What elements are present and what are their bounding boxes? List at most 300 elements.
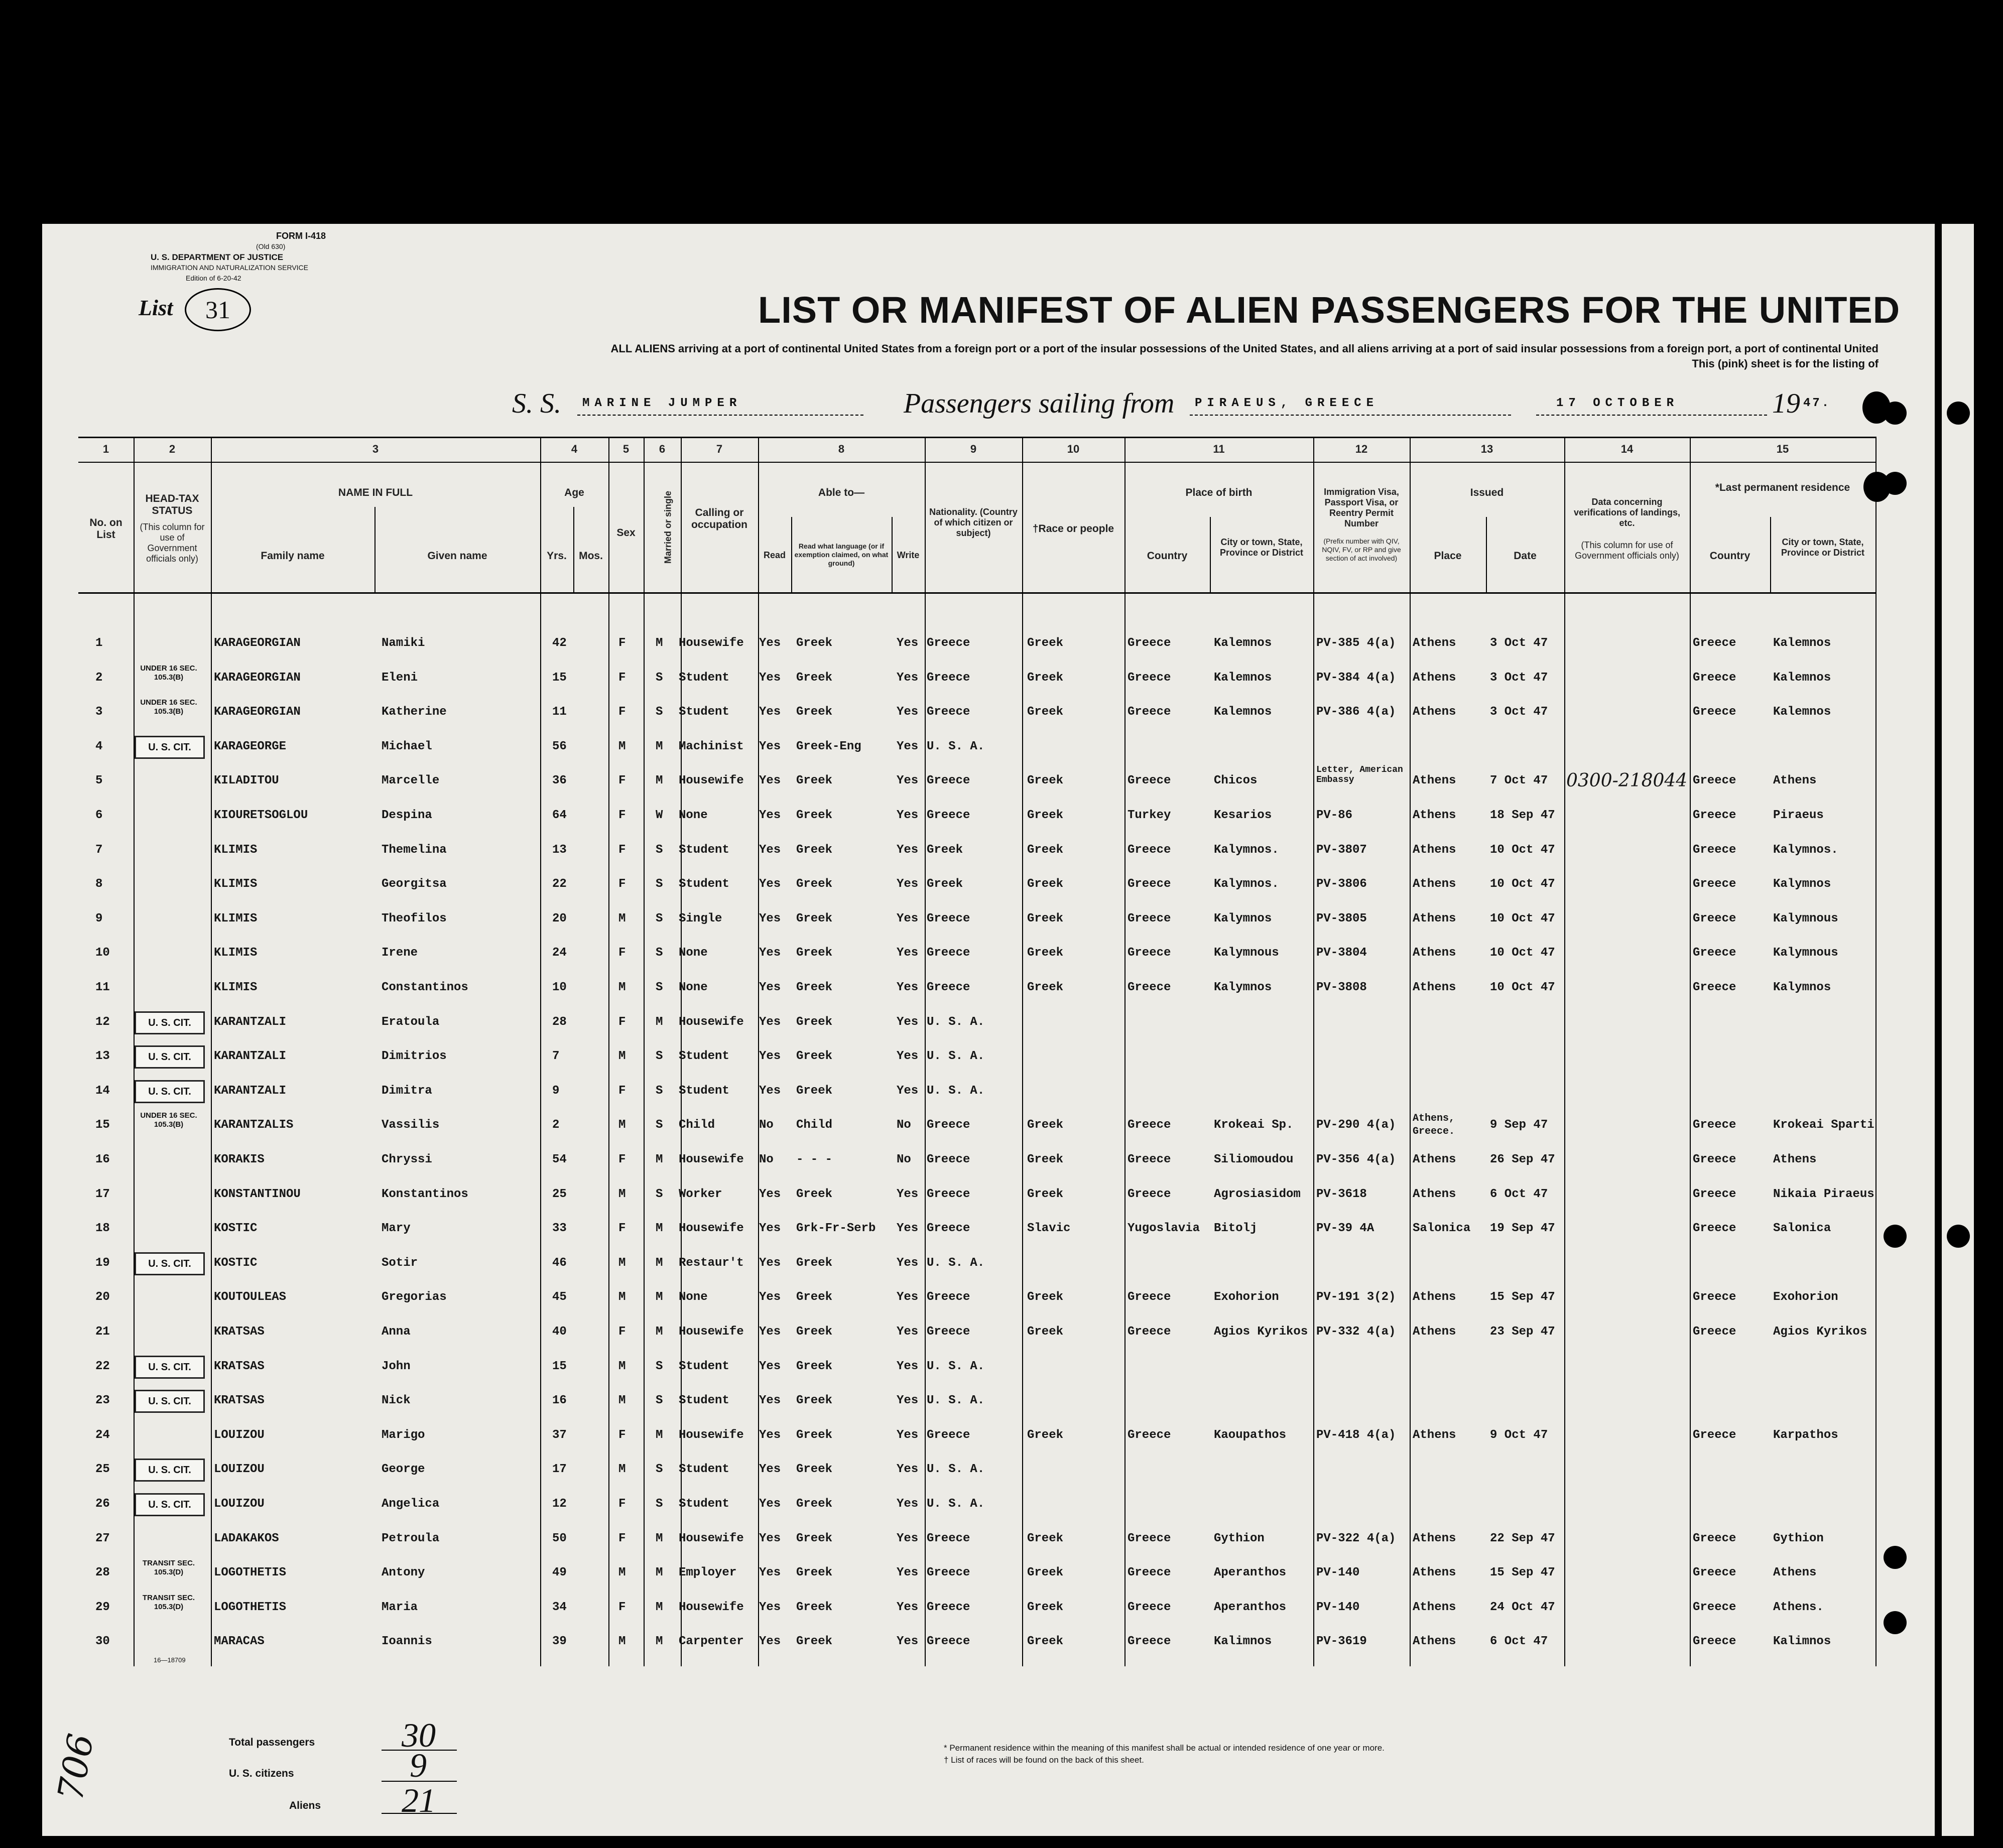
nationality: U. S. A. [927, 1015, 985, 1029]
can-read: Yes [759, 1600, 781, 1614]
can-read: Yes [759, 1566, 781, 1580]
header-calling: Calling or occupation [691, 507, 747, 531]
marital-status: M [656, 1531, 663, 1545]
occupation: Student [679, 843, 729, 857]
given-name: Mary [382, 1222, 411, 1236]
table-row [78, 936, 1875, 970]
row-number: 13 [95, 1049, 110, 1064]
age-years: 24 [552, 946, 567, 960]
head-tax-stamp: UNDER 16 SEC. 105.3(B) [140, 698, 197, 716]
can-read: Yes [759, 1084, 781, 1098]
nationality: U. S. A. [927, 1497, 985, 1511]
residence-city: Kalymnous [1773, 946, 1838, 960]
table-row [78, 1212, 1875, 1246]
table-row [78, 1315, 1875, 1349]
birth-city: Kalemnos [1214, 636, 1272, 650]
marital-status: M [656, 1635, 663, 1649]
family-name: KARAGEORGIAN [214, 705, 301, 719]
row-number: 10 [95, 946, 110, 960]
occupation: Student [679, 1359, 729, 1373]
nationality: Greece [927, 911, 970, 926]
family-name: KONSTANTINOU [214, 1187, 301, 1201]
can-read: No [759, 1118, 774, 1132]
can-read: No [759, 1153, 774, 1166]
marital-status: S [656, 1359, 663, 1373]
table-row [78, 833, 1875, 867]
given-name: Sotir [382, 1256, 418, 1270]
punch-hole [1884, 1546, 1907, 1569]
column-number: 14 [1620, 443, 1634, 455]
punch-hole [1884, 1611, 1907, 1634]
header-head-tax: HEAD-TAX STATUS [145, 493, 199, 516]
residence-city: Athens [1773, 774, 1817, 788]
can-write: Yes [897, 1531, 919, 1545]
table-row [78, 1487, 1875, 1521]
given-name: Georgitsa [382, 877, 447, 891]
given-name: Michael [382, 739, 432, 753]
row-number: 27 [95, 1531, 110, 1545]
age-years: 2 [552, 1118, 560, 1132]
can-read: Yes [759, 1497, 781, 1511]
header-landings: Data concerning verifications of landings, etc. [1573, 497, 1681, 528]
header-age-months: Mos. [579, 550, 603, 562]
read-language: Greek [796, 877, 833, 891]
occupation: Student [679, 1497, 729, 1511]
birth-city: Kaoupathos [1214, 1428, 1287, 1442]
can-read: Yes [759, 1015, 781, 1029]
column-number: 15 [1776, 443, 1789, 455]
issued-date: 6 Oct 47 [1490, 1187, 1548, 1201]
list-number: 31 [185, 288, 251, 331]
column-number: 10 [1067, 443, 1080, 455]
age-years: 16 [552, 1394, 567, 1408]
age-years: 56 [552, 739, 567, 753]
occupation: Housewife [679, 1428, 744, 1442]
given-name: Marcelle [382, 774, 440, 788]
column-number-rule [78, 462, 1875, 463]
can-write: Yes [897, 1566, 919, 1580]
age-years: 22 [552, 877, 567, 891]
issued-date: 9 Sep 47 [1490, 1118, 1548, 1132]
age-years: 28 [552, 1015, 567, 1029]
birth-country: Greece [1128, 1118, 1171, 1132]
column-number: 4 [571, 443, 578, 455]
residence-country: Greece [1693, 1118, 1736, 1132]
row-number: 30 [95, 1635, 110, 1649]
age-years: 34 [552, 1600, 567, 1614]
birth-country: Greece [1128, 1428, 1171, 1442]
residence-country: Greece [1693, 981, 1736, 994]
sex: F [618, 671, 626, 685]
race: Greek [1027, 774, 1064, 788]
birth-city: Aperanthos [1214, 1566, 1287, 1580]
issued-place: Athens [1413, 1600, 1456, 1614]
us-citizen-stamp: U. S. CIT. [135, 1011, 205, 1034]
visa-number: PV-39 4A [1316, 1222, 1374, 1236]
issued-place: Athens [1413, 1566, 1456, 1580]
sex: F [618, 774, 626, 788]
table-row [78, 1453, 1875, 1487]
sex: F [618, 1325, 626, 1339]
row-number: 12 [95, 1015, 110, 1029]
header-visa: Immigration Visa, Passport Visa, or Reentry Permit Number [1324, 487, 1399, 529]
header-issued-date: Date [1514, 550, 1537, 562]
marital-status: S [656, 671, 663, 685]
can-write: Yes [897, 809, 919, 822]
visa-number: PV-332 4(a) [1316, 1325, 1396, 1339]
nationality: Greece [927, 671, 970, 685]
visa-number: PV-290 4(a) [1316, 1118, 1396, 1132]
race: Greek [1027, 636, 1064, 650]
family-name: KIOURETSOGLOU [214, 809, 308, 822]
can-write: Yes [897, 705, 919, 719]
can-write: No [897, 1153, 911, 1166]
read-language: Greek [796, 1428, 833, 1442]
race: Greek [1027, 705, 1064, 719]
sex: F [618, 843, 626, 857]
table-row [78, 1384, 1875, 1418]
can-read: Yes [759, 1359, 781, 1373]
can-read: Yes [759, 705, 781, 719]
departure-date: 17 OCTOBER [1556, 397, 1679, 410]
birth-city: Kalymnos [1214, 911, 1272, 926]
punch-hole [1947, 402, 1970, 425]
family-name: MARACAS [214, 1635, 265, 1649]
age-years: 49 [552, 1566, 567, 1580]
can-write: Yes [897, 1359, 919, 1373]
race: Greek [1027, 809, 1064, 822]
list-label: List [139, 296, 173, 320]
nationality: Greece [927, 1600, 970, 1614]
given-name: John [382, 1359, 411, 1373]
nationality: Greece [927, 1290, 970, 1304]
read-language: Grk-Fr-Serb [796, 1222, 876, 1236]
header-last-residence: *Last permanent residence [1715, 482, 1850, 493]
read-language: Greek [796, 981, 833, 994]
family-name: KARANTZALI [214, 1084, 287, 1098]
subtitle-line-1: ALL ALIENS arriving at a port of continental United States from a foreign port or a port of the insular possessions of the United States, and all aliens arriving at a port of said insular possessions from a foreign port, a port of continental United [610, 342, 1879, 355]
birth-country: Greece [1128, 671, 1171, 685]
family-name: LOUIZOU [214, 1497, 265, 1511]
birth-city: Gythion [1214, 1531, 1265, 1545]
row-number: 17 [95, 1187, 110, 1201]
nationality: Greece [927, 1531, 970, 1545]
marital-status: S [656, 911, 663, 926]
head-tax-stamp: UNDER 16 SEC. 105.3(B) [140, 664, 197, 682]
given-name: Dimitra [382, 1084, 432, 1098]
race: Greek [1027, 877, 1064, 891]
year-suffix: 47. [1803, 397, 1831, 410]
residence-city: Kalymnos [1773, 981, 1831, 994]
table-row [78, 695, 1875, 729]
occupation: Restaur't [679, 1256, 744, 1270]
marital-status: M [656, 1600, 663, 1614]
marital-status: M [656, 1428, 663, 1442]
port-underline [1190, 415, 1511, 416]
given-name: Konstantinos [382, 1187, 468, 1201]
sex: F [618, 636, 626, 650]
occupation: None [679, 1290, 708, 1304]
sex: F [618, 1084, 626, 1098]
header-age-years: Yrs. [547, 550, 567, 562]
header-head-tax-note: (This column for use of Government officials only) [140, 522, 205, 564]
table-row [78, 730, 1875, 764]
marital-status: M [656, 739, 663, 753]
marital-status: M [656, 1222, 663, 1236]
marital-status: S [656, 705, 663, 719]
row-number: 5 [95, 774, 103, 788]
row-number: 22 [95, 1359, 110, 1373]
header-issued-place: Place [1434, 550, 1462, 562]
can-read: Yes [759, 1428, 781, 1442]
race: Greek [1027, 981, 1064, 994]
sex: F [618, 1153, 626, 1166]
given-name: Marigo [382, 1428, 425, 1442]
manifest-table [78, 437, 1875, 1666]
issued-place: Athens [1413, 1187, 1456, 1201]
birth-country: Greece [1128, 1566, 1171, 1580]
header-married: Married or single [663, 490, 673, 564]
birth-country: Greece [1128, 946, 1171, 960]
sub-divider [374, 507, 375, 592]
visa-number: PV-86 [1316, 809, 1353, 822]
age-years: 15 [552, 671, 567, 685]
punch-hole [1947, 1225, 1970, 1248]
race: Greek [1027, 1325, 1064, 1339]
header-sex: Sex [616, 527, 636, 539]
residence-city: Kalymnous [1773, 911, 1838, 926]
footnote-races: † List of races will be found on the back of this sheet. [944, 1755, 1144, 1765]
issued-date: 24 Oct 47 [1490, 1600, 1555, 1614]
row-number: 7 [95, 843, 103, 857]
family-name: KARAGEORGIAN [214, 636, 301, 650]
form-edition: Edition of 6-20-42 [186, 274, 241, 282]
race: Greek [1027, 1118, 1064, 1132]
read-language: Greek [796, 1290, 833, 1304]
sex: F [618, 1600, 626, 1614]
visa-number: Letter, American Embassy [1316, 765, 1403, 785]
occupation: Housewife [679, 1015, 744, 1029]
read-language: Greek [796, 1566, 833, 1580]
residence-country: Greece [1693, 705, 1736, 719]
residence-country: Greece [1693, 1635, 1736, 1649]
can-write: Yes [897, 843, 919, 857]
table-row [78, 1522, 1875, 1556]
issued-date: 10 Oct 47 [1490, 946, 1555, 960]
issued-place: Athens [1413, 946, 1456, 960]
sex: M [618, 1049, 626, 1064]
column-number: 1 [102, 443, 109, 455]
nationality: Greece [927, 946, 970, 960]
row-number: 20 [95, 1290, 110, 1304]
issued-place: Athens [1413, 705, 1456, 719]
ship-prefix: S. S. [512, 388, 561, 419]
form-identifier [151, 231, 326, 284]
sex: F [618, 1222, 626, 1236]
race: Slavic [1027, 1222, 1071, 1236]
given-name: Constantinos [382, 981, 468, 994]
sex: F [618, 1428, 626, 1442]
family-name: KARAGEORGE [214, 739, 287, 753]
residence-country: Greece [1693, 809, 1736, 822]
column-number: 13 [1480, 443, 1493, 455]
birth-country: Greece [1128, 705, 1171, 719]
visa-number: PV-3804 [1316, 946, 1367, 960]
row-number: 16 [95, 1153, 110, 1166]
can-read: Yes [759, 1222, 781, 1236]
read-language: Greek [796, 705, 833, 719]
residence-city: Agios Kyrikos [1773, 1325, 1867, 1339]
residence-city: Kalymnos [1773, 877, 1831, 891]
nationality: U. S. A. [927, 1394, 985, 1408]
birth-city: Bitolj [1214, 1222, 1258, 1236]
marital-status: M [656, 1153, 663, 1166]
marital-status: M [656, 1256, 663, 1270]
can-write: Yes [897, 636, 919, 650]
given-name: Vassilis [382, 1118, 440, 1132]
birth-city: Kalemnos [1214, 671, 1272, 685]
occupation: Housewife [679, 1222, 744, 1236]
birth-city: Kalymnos [1214, 981, 1272, 994]
occupation: Student [679, 1394, 729, 1408]
can-read: Yes [759, 1187, 781, 1201]
age-years: 39 [552, 1635, 567, 1649]
occupation: Student [679, 877, 729, 891]
marital-status: S [656, 981, 663, 994]
sex: F [618, 705, 626, 719]
age-years: 12 [552, 1497, 567, 1511]
table-row [78, 902, 1875, 936]
birth-country: Greece [1128, 911, 1171, 926]
can-write: Yes [897, 739, 919, 753]
residence-city: Piraeus [1773, 809, 1824, 822]
marital-status: S [656, 946, 663, 960]
issued-date: 6 Oct 47 [1490, 1635, 1548, 1649]
aliens-label: Aliens [289, 1800, 321, 1811]
residence-city: Gythion [1773, 1531, 1824, 1545]
can-write: Yes [897, 1394, 919, 1408]
row-number: 2 [95, 671, 103, 685]
issued-date: 26 Sep 47 [1490, 1153, 1555, 1166]
family-name: KLIMIS [214, 877, 258, 891]
marital-status: S [656, 1187, 663, 1201]
totals-underline [382, 1813, 457, 1814]
residence-country: Greece [1693, 1222, 1736, 1236]
issued-date: 7 Oct 47 [1490, 774, 1548, 788]
table-row [78, 1246, 1875, 1280]
table-row [78, 1591, 1875, 1625]
table-row [78, 1556, 1875, 1590]
visa-number: PV-3805 [1316, 911, 1367, 926]
residence-city: Kalemnos [1773, 636, 1831, 650]
subtitle-line-2: This (pink) sheet is for the listing of [1692, 357, 1879, 370]
row-number: 6 [95, 809, 103, 822]
us-citizen-stamp: U. S. CIT. [135, 1493, 205, 1516]
birth-city: Agrosiasidom [1214, 1187, 1301, 1201]
form-old-number: (Old 630) [256, 242, 286, 250]
issued-place: Athens [1413, 671, 1456, 685]
can-write: Yes [897, 1600, 919, 1614]
sex: F [618, 809, 626, 822]
age-years: 7 [552, 1049, 560, 1064]
race: Greek [1027, 946, 1064, 960]
us-citizen-stamp: U. S. CIT. [135, 1459, 205, 1482]
issued-place: Athens [1413, 981, 1456, 994]
nationality: U. S. A. [927, 1463, 985, 1477]
marital-status: M [656, 1325, 663, 1339]
race: Greek [1027, 1187, 1064, 1201]
birth-country: Greece [1128, 1187, 1171, 1201]
visa-number: PV-3806 [1316, 877, 1367, 891]
sex: F [618, 877, 626, 891]
occupation: Student [679, 1084, 729, 1098]
marital-status: W [656, 809, 663, 822]
visa-number: PV-384 4(a) [1316, 671, 1396, 685]
nationality: Greece [927, 1325, 970, 1339]
header-read: Read [763, 550, 786, 560]
marital-status: S [656, 877, 663, 891]
service-name: IMMIGRATION AND NATURALIZATION SERVICE [151, 263, 308, 272]
birth-country: Greece [1128, 877, 1171, 891]
head-tax-stamp: TRANSIT SEC. 105.3(D) [142, 1593, 195, 1611]
header-visa-note: (Prefix number with QIV, NQIV, FV, or RP and give section of act involved) [1322, 537, 1401, 562]
ship-name-underline [577, 415, 863, 416]
can-read: Yes [759, 843, 781, 857]
nationality: U. S. A. [927, 739, 985, 753]
race: Greek [1027, 1566, 1064, 1580]
family-name: KLIMIS [214, 946, 258, 960]
birth-city: Exohorion [1214, 1290, 1279, 1304]
family-name: KRATSAS [214, 1325, 265, 1339]
age-years: 50 [552, 1531, 567, 1545]
read-language: Greek [796, 774, 833, 788]
can-write: Yes [897, 1222, 919, 1236]
margin-note: 706 [49, 1731, 102, 1804]
occupation: Housewife [679, 1153, 744, 1166]
visa-number: PV-140 [1316, 1600, 1360, 1614]
sex: M [618, 1187, 626, 1201]
can-write: Yes [897, 946, 919, 960]
residence-country: Greece [1693, 1153, 1736, 1166]
birth-city: Kalymnous [1214, 946, 1279, 960]
given-name: Maria [382, 1600, 418, 1614]
issued-place: Athens [1413, 843, 1456, 857]
can-write: Yes [897, 1015, 919, 1029]
can-read: Yes [759, 671, 781, 685]
us-citizen-stamp: U. S. CIT. [135, 1356, 205, 1379]
birth-country: Yugoslavia [1128, 1222, 1200, 1236]
sub-divider [573, 507, 574, 592]
sex: M [618, 1394, 626, 1408]
nationality: Greece [927, 636, 970, 650]
can-write: No [897, 1118, 911, 1132]
nationality: Greece [927, 809, 970, 822]
read-language: Greek [796, 1635, 833, 1649]
can-read: Yes [759, 774, 781, 788]
family-name: KLIMIS [214, 981, 258, 994]
sex: M [618, 1256, 626, 1270]
sex: F [618, 1015, 626, 1029]
can-read: Yes [759, 809, 781, 822]
issued-date: 10 Oct 47 [1490, 981, 1555, 994]
age-years: 15 [552, 1359, 567, 1373]
issued-date: 10 Oct 47 [1490, 911, 1555, 926]
can-read: Yes [759, 739, 781, 753]
sex: M [618, 981, 626, 994]
birth-country: Turkey [1128, 809, 1171, 822]
issued-date: 18 Sep 47 [1490, 809, 1555, 822]
residence-city: Kalimnos [1773, 1635, 1831, 1649]
